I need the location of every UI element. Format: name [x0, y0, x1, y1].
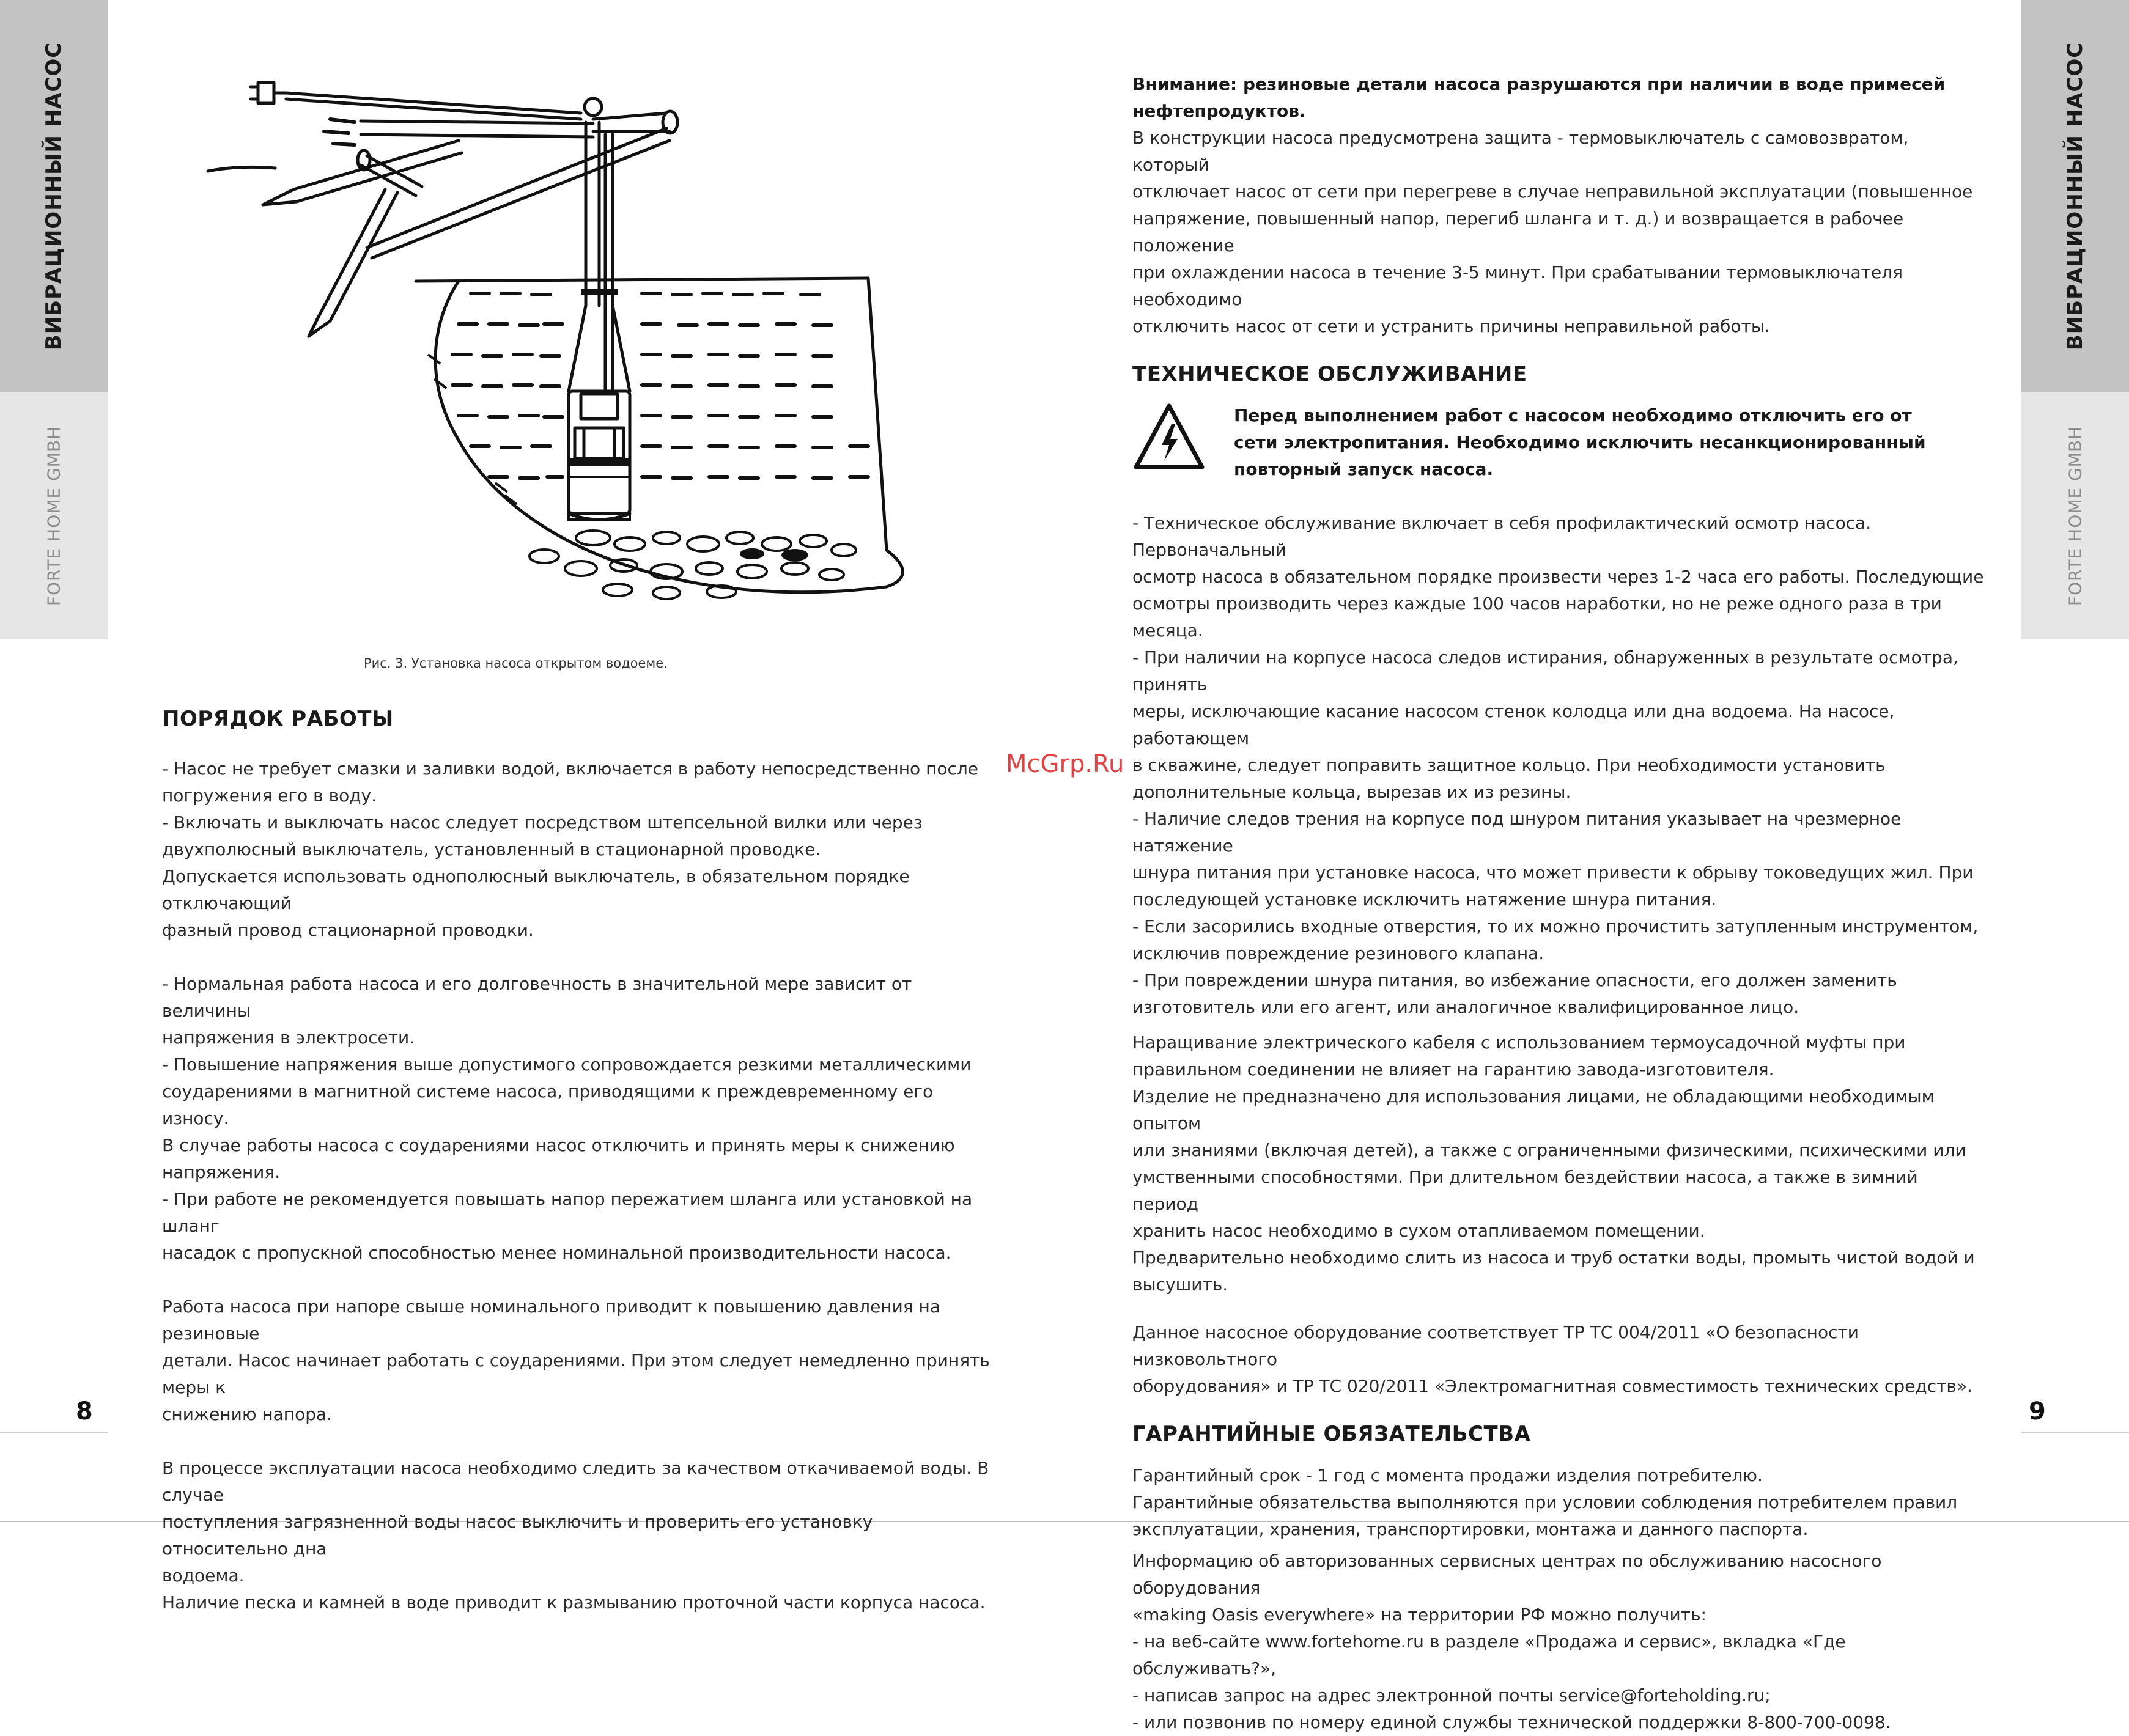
left-text-column: [162, 705, 1000, 1616]
maintenance-line: осмотр насоса в обязательном порядке произвести через 1-2 часа его работы. Последующие: [1132, 567, 1984, 587]
maintenance-line: последующей установке исключить натяжение шнура питания.: [1132, 889, 1717, 910]
service-line: - написав запрос на адрес электронной почты service@forteholding.ru;: [1132, 1685, 1771, 1705]
attention-line: Внимание: резиновые детали насоса разрушаются при наличии в воде примесей: [1132, 74, 1946, 94]
left-line: - Насос не требует смазки и заливки водой, включается в работу непосредственно после: [162, 759, 979, 779]
maintenance-line: дополнительные кольца, вырезав их из резины.: [1132, 782, 1571, 802]
maintenance-line: шнура питания при установке насоса, что может привести к обрыву токоведущих жил. При: [1132, 862, 1974, 883]
left-line: двухполюсный выключатель, установленный в стационарной проводке.: [162, 839, 821, 859]
pump-installation-illustration: [202, 61, 917, 623]
protection-line: отключает насос от сети при перегреве в случае неправильной эксплуатации (повышенное: [1132, 182, 1973, 202]
cable-line: Изделие не предназначено для использования лицами, не обладающими необходимым опытом: [1132, 1086, 1935, 1133]
left-page-rule: [0, 1432, 108, 1433]
left-line: детали. Насос начинает работать с соударениями. При этом следует немедленно принять меры к: [162, 1350, 990, 1397]
cable-line: хранить насос необходимо в сухом отапливаемом помещении.: [1132, 1221, 1705, 1241]
left-side-brand: FORTE HOME GMBH: [43, 425, 64, 606]
figure-caption: Рис. 3. Установка насоса открытом водоеме.: [364, 656, 668, 671]
conformity-line: оборудования» и ТР ТС 020/2011 «Электромагнитная совместимость технических средств».: [1132, 1376, 1972, 1396]
left-line: В процессе эксплуатации насоса необходимо следить за качеством откачиваемой воды. В случае: [162, 1458, 989, 1505]
right-side-title: ВИБРАЦИОННЫЙ НАСОС: [2063, 42, 2087, 351]
warranty-line: Гарантийный срок - 1 год с момента продажи изделия потребителю.: [1132, 1465, 1763, 1485]
section-title-operation: ПОРЯДОК РАБОТЫ: [162, 707, 394, 731]
cable-line: высушить.: [1132, 1274, 1228, 1295]
protection-line: напряжение, повышенный напор, перегиб шланга и т. д.) и возвращается в рабочее положение: [1132, 208, 1904, 256]
maintenance-line: - Техническое обслуживание включает в себя профилактический осмотр насоса. Первоначальный: [1132, 513, 1872, 560]
left-line: Работа насоса при напоре свыше номинального приводит к повышению давления на резиновые: [162, 1296, 941, 1344]
service-line: - или позвонив по номеру единой службы технической поддержки 8-800-700-0098.: [1132, 1712, 1891, 1732]
right-page-number: 9: [2029, 1397, 2046, 1425]
left-line: насадок с пропускной способностью менее номинальной производительности насоса.: [162, 1243, 951, 1263]
protection-line: В конструкции насоса предусмотрена защита - термовыключатель с самовозвратом, который: [1132, 128, 1909, 175]
cable-line: Наращивание электрического кабеля с использованием термоусадочной муфты при: [1132, 1032, 1906, 1053]
right-text-column: [1132, 71, 1988, 1736]
right-page-rule: [2021, 1432, 2129, 1433]
left-line: В случае работы насоса с соударениями насос отключить и принять меры к снижению: [162, 1135, 955, 1155]
left-line: напряжения в электросети.: [162, 1028, 415, 1048]
warning-line: повторный запуск насоса.: [1234, 459, 1494, 479]
maintenance-line: - Если засорились входные отверстия, то их можно прочистить затупленным инструментом,: [1132, 916, 1979, 936]
electric-warning-icon: [1132, 402, 1206, 471]
left-line: фазный провод стационарной проводки.: [162, 920, 534, 940]
right-side-brand: FORTE HOME GMBH: [2065, 425, 2086, 606]
maintenance-line: - При повреждении шнура питания, во избежание опасности, его должен заменить: [1132, 970, 1897, 990]
left-line: - Включать и выключать насос следует посредством штепсельной вилки или через: [162, 812, 923, 833]
service-line: - на веб-сайте www.fortehome.ru в разделе «Продажа и сервис», вкладка «Где обслуживать?»,: [1132, 1631, 1846, 1679]
left-line: напряжения.: [162, 1162, 281, 1182]
warning-line: Перед выполнением работ с насосом необходимо отключить его от: [1234, 405, 1912, 425]
warranty-line: эксплуатации, хранения, транспортировки, монтажа и данного паспорта.: [1132, 1519, 1809, 1539]
attention-line: нефтепродуктов.: [1132, 101, 1306, 121]
conformity-line: Данное насосное оборудование соответствует ТР ТС 004/2011 «О безопасности низковольтного: [1132, 1322, 1859, 1369]
maintenance-line: исключив повреждение резинового клапана.: [1132, 943, 1544, 963]
left-line: соударениями в магнитной системе насоса, приводящими к преждевременному его износу.: [162, 1081, 934, 1128]
maintenance-line: - При наличии на корпусе насоса следов истирания, обнаруженных в результате осмотра, принять: [1132, 647, 1958, 694]
left-line: Наличие песка и камней в воде приводит к размыванию проточной части корпуса насоса.: [162, 1592, 986, 1613]
warning-block: [1132, 402, 1988, 483]
maintenance-line: осмотры производить через каждые 100 часов наработки, но не реже одного раза в три месяца.: [1132, 594, 1942, 641]
watermark: McGrp.Ru: [1006, 750, 1124, 778]
section-title-warranty: ГАРАНТИЙНЫЕ ОБЯЗАТЕЛЬСТВА: [1132, 1422, 1531, 1446]
protection-line: при охлаждении насоса в течение 3-5 минут. При срабатывании термовыключателя необходимо: [1132, 262, 1903, 309]
section-title-maintenance: ТЕХНИЧЕСКОЕ ОБСЛУЖИВАНИЕ: [1132, 362, 1527, 386]
warning-line: сети электропитания. Необходимо исключить несанкционированный: [1234, 432, 1926, 452]
maintenance-line: меры, исключающие касание насосом стенок колодца или дна водоема. На насосе, работающем: [1132, 701, 1895, 748]
left-line: Допускается использовать однополюсный выключатель, в обязательном порядке отключающий: [162, 866, 910, 913]
cable-line: Предварительно необходимо слить из насоса и труб остатки воды, промыть чистой водой и: [1132, 1248, 1975, 1268]
left-line: погружения его в воду.: [162, 785, 377, 806]
maintenance-line: изготовитель или его агент, или аналогичное квалифицированное лицо.: [1132, 997, 1799, 1017]
left-line: водоема.: [162, 1565, 245, 1586]
left-line: - При работе не рекомендуется повышать напор пережатием шланга или установкой на шланг: [162, 1189, 973, 1236]
maintenance-line: в скважине, следует поправить защитное кольцо. При необходимости установить: [1132, 755, 1886, 775]
left-line: - Нормальная работа насоса и его долговечность в значительной мере зависит от величины: [162, 974, 912, 1021]
left-line: поступления загрязненной воды насос выключить и проверить его установку относительно дна: [162, 1512, 873, 1559]
maintenance-line: - Наличие следов трения на корпусе под шнуром питания указывает на чрезмерное натяжение: [1132, 809, 1902, 856]
left-line: - Повышение напряжения выше допустимого сопровождается резкими металлическими: [162, 1054, 972, 1075]
left-line: снижению напора.: [162, 1404, 333, 1424]
left-side-title: ВИБРАЦИОННЫЙ НАСОС: [42, 42, 66, 351]
cable-line: или знаниями (включая детей), а также с ограниченными физическими, психическими или: [1132, 1140, 1966, 1160]
service-line: «making Oasis everywhere» на территории РФ можно получить:: [1132, 1605, 1707, 1625]
cable-line: умственными способностями. При длительном бездействии насоса, а также в зимний период: [1132, 1167, 1918, 1214]
service-line: Информацию об авторизованных сервисных центрах по обслуживанию насосного оборудования: [1132, 1551, 1882, 1598]
cable-line: правильном соединении не влияет на гарантию завода-изготовителя.: [1132, 1059, 1774, 1079]
left-page-number: 8: [76, 1397, 93, 1425]
protection-line: отключить насос от сети и устранить причины неправильной работы.: [1132, 316, 1770, 336]
warranty-line: Гарантийные обязательства выполняются при условии соблюдения потребителем правил: [1132, 1492, 1958, 1512]
